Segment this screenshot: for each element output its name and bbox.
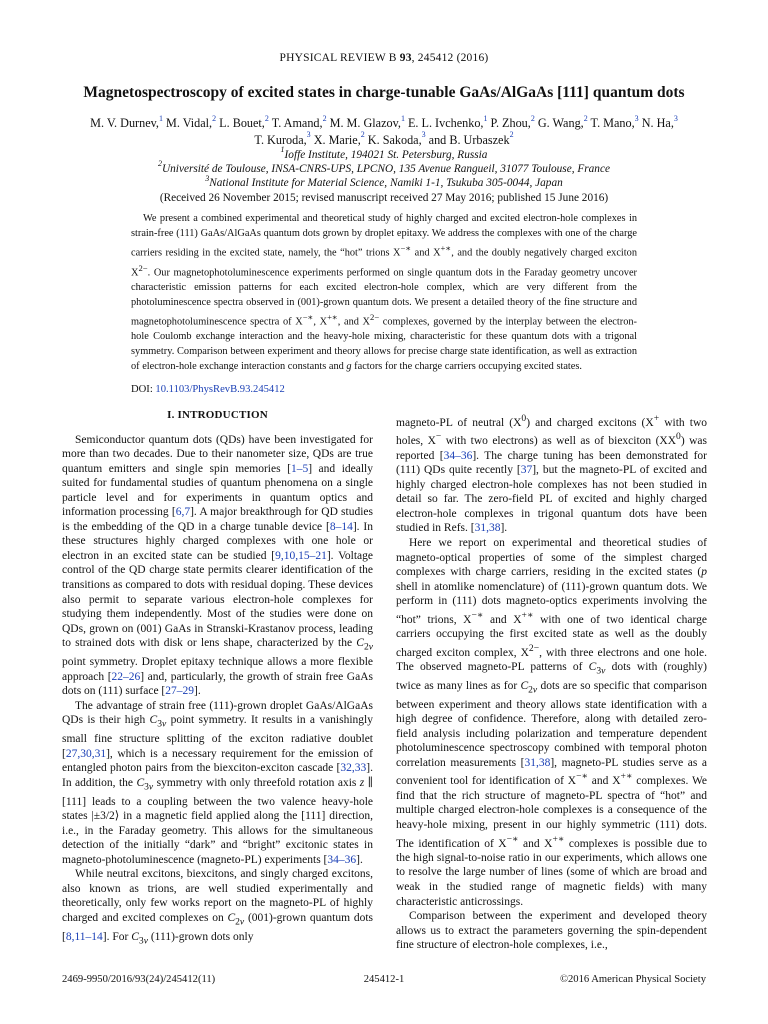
affiliation-link[interactable]: 2 — [360, 130, 365, 140]
article-title: Magnetospectroscopy of excited states in charge-tunable GaAs/AlGaAs [111] quantum dots — [83, 84, 685, 101]
abstract: We present a combined experimental and theoretical study of highly charged and excited electron-hole complexes in strain-free (111) GaAs/AlGaAs quantum dots grown by droplet epitaxy. We address the complexes with one of the charge carriers residing in the excited state, namely, the “hot” trions X−∗ and X+∗, and the doubly negatively charged exciton $X^{2-}$. Our magnetophotoluminescence experiments performed on single quantum dots in the Faraday geometry uncover characteristic emission patterns for each excited electron-hole complex, which are very different from the photoluminescence spectra observed in (001)-grown quantum dots. We present a detailed theory of the fine structure and magnetophotoluminescence spectra of X−∗, X+∗, and $X^{2-}$ complexes, governed by the interplay between the electron-hole Coulomb exchange interaction and the heavy-hole mixing, characteristic for these quantum dots with a trigonal symmetry. Comparison between experiment and theory allows for precise charge state identification, as well as extraction of electron-hole exchange interaction constants and g factors for the charge carriers occupying excited states. — [131, 213, 638, 372]
affiliation-link[interactable]: 3 — [673, 113, 678, 123]
running-head — [0, 52, 768, 64]
section-heading: I. INTRODUCTION — [167, 409, 268, 421]
affiliation-link[interactable]: 2 — [509, 130, 514, 140]
author-line-2: T. Kuroda,$^3$ X. Marie,$^2$ K. Sakoda,$^3$ and B. Urbaszek$^2$ — [254, 130, 514, 147]
body-paragraph: Here we report on experimental and theoretical studies of magneto-optical properties of some of the simplest charged complexes with charge carriers, residing in the excited states (p shell in atomlike nomenclature) of (111)-grown quantum dots. We perform in (111) dots magneto-optics experiments involving the “hot” trions, X−∗ and X+∗ with one of two identical charge carriers occupying the first excited state as well as the doubly charged exciton complex, $X^{2-}$, with three electrons and one hole. The observed magneto-PL patterns of $C_{3v}$ dots with (roughly) twice as many lines as for $C_{2v}$ dots are so specific that comparison between experiment and theory allows state identification with a high degree of confidence. Therefore, along with detailed zero-field analysis including polarization and temperature dependent photoluminescence spectroscopy combined with temporal photon correlation measurements [31,38], magneto-PL studies serve as a convenient tool for identification of X−∗ and X+∗ complexes. We find that the rich structure of magneto-PL spectra of “hot” and multiple charged electron-hole complexes is a consequence of the heavy-hole mixing, present in our highly symmetric (111) dots. The identification of X−∗ and X+∗ complexes is possible due to the high signal-to-noise ratio in our experiments, which allows one to resolve the large number of lines (some of which are broad and weak in the studied range of magnetic fields) with many characteristic anticrossings. — [396, 537, 707, 908]
affiliation-2: $^2$Université de Toulouse, INSA-CNRS-UPS, LPCNO, 135 Avenue Rangueil, 31077 Toulouse, France — [158, 159, 610, 176]
body-paragraph: The advantage of strain free (111)-grown droplet GaAs/AlGaAs QDs is their high $C_{3v}$ point symmetry. It results in a vanishingly small fine structure splitting of the exciton radiative doublet [27,30,31], which is a necessary requirement for the emission of entangled photon pairs from the biexciton-exciton cascade [32,33]. In addition, the $C_{3v}$ symmetry with only threefold rotation axis z ∥ [111] leads to a coupling between the two valence heavy-hole states |±3/2⟩ in a magnetic field applied along the [111] direction, i.e., in the Faraday geometry. This allows for the simultaneous detection of the initially “dark” and “bright” excitonic states in magneto-photoluminescence (magneto-PL) experiments [34–36]. — [62, 699, 374, 866]
affiliations — [60, 145, 708, 205]
affiliation-link[interactable]: 3 — [306, 130, 311, 140]
doi-link[interactable]: 10.1103/PhysRevB.93.245412 — [155, 384, 285, 395]
body-paragraph: Semiconductor quantum dots (QDs) have been investigated for more than two decades. Due to their nanometer size, QDs are true quantum emitters and single spin memories [1–5] and ideally suited for fundamental studies of quantum phenomena on a single particle level and for experiments in quantum optics and information processing [6,7]. A major breakthrough for QD studies is the embedding of the QD in a charge tunable device [8–14]. In these structures highly charged complexes with one hole or electron in an excited state can be studied [9,10,15–21]. Voltage control of the QD charge state permits clearer identification of the transitions as compared to dots with residual doping. These devices also permit to separate various electron-hole complexes for studying them independently. Most of the studies were done on QDs, grown on (001) GaAs in Stranski-Krastanov process, leading to strained dots with disk or lens shape, characterized by the $C_{2v}$ point symmetry. Droplet epitaxy technique allows a more flexible approach [22–26] and, particularly, the growth of strain free GaAs dots on (111) surface [27–29]. — [62, 433, 374, 698]
body-paragraph: While neutral excitons, biexcitons, and singly charged excitons, also known as trions, are well studied experimentally and theoretically, only few works report on the magneto-PL of highly charged and excited complexes on $C_{2v}$ (001)-grown quantum dots [8,11–14]. For $C_{3v}$ (111)-grown dots only — [62, 868, 373, 947]
footer-copyright: ©2016 American Physical Society — [559, 974, 706, 985]
affiliation-link[interactable]: 2 — [583, 113, 588, 123]
affiliation-link[interactable]: 1 — [400, 113, 405, 123]
affiliation-link[interactable]: 3 — [421, 130, 426, 140]
body-paragraph: magneto-PL of neutral $(X^0)$ and charged excitons (X+ with two holes, X− with two electrons) as well as of biexciton $(XX^0)$ was reported [34–36]. The charge tuning has been demonstrated for (111) QDs quite recently [37], but the magneto-PL of excited and highly charged electron-hole complexes has not been studied in detail so far. The zero-field PL of excited and highly charged electron-hole complexes in trigonal quantum dots have been studied in Refs. [31,38]. — [396, 413, 708, 535]
body-paragraph: Comparison between the experiment and developed theory allows us to extract the parameters governing the spin-dependent fine structure of electron-hole complexes, i.e., — [396, 910, 707, 952]
affiliation-1: $^1$Ioffe Institute, 194021 St. Petersburg, Russia — [280, 145, 488, 161]
affiliation-link[interactable]: 2 — [322, 113, 327, 123]
journal-name: PHYSICAL REVIEW B — [279, 52, 397, 64]
affiliation-link[interactable]: 2 — [212, 113, 217, 123]
article-citation: , 245412 (2016) — [411, 52, 489, 64]
body-column-right — [396, 412, 707, 953]
doi-line: DOI: 10.1103/PhysRevB.93.245412 — [131, 384, 285, 395]
affiliation-link[interactable]: 2 — [264, 113, 269, 123]
body-column-left — [62, 408, 373, 949]
author-list — [60, 115, 708, 148]
volume-number: 93 — [399, 52, 412, 64]
affiliation-link[interactable]: 1 — [158, 113, 163, 123]
affiliation-3: $^3$National Institute for Material Science, Namiki 1-1, Tsukuba 305-0044, Japan — [205, 173, 563, 190]
affiliation-link[interactable]: 1 — [483, 113, 488, 123]
affiliation-link[interactable]: 2 — [530, 113, 535, 123]
page-number: 245412-1 — [363, 974, 405, 985]
author-line-1: M. V. Durnev,$^1$ M. Vidal,$^2$ L. Bouet,$^2$ T. Amand,$^2$ M. M. Glazov,$^1$ E. L. Ivchenko,$^1$ P. Zhou,$^2$ G. Wang,$^2$ T. Mano,$^3$ N. Ha,$^3$ — [90, 113, 678, 130]
affiliation-link[interactable]: 3 — [634, 113, 639, 123]
publication-dates: (Received 26 November 2015; revised manuscript received 27 May 2016; published 15 June 2016) — [159, 191, 609, 204]
footer-issn: 2469-9950/2016/93(24)/245412(11) — [62, 974, 216, 985]
